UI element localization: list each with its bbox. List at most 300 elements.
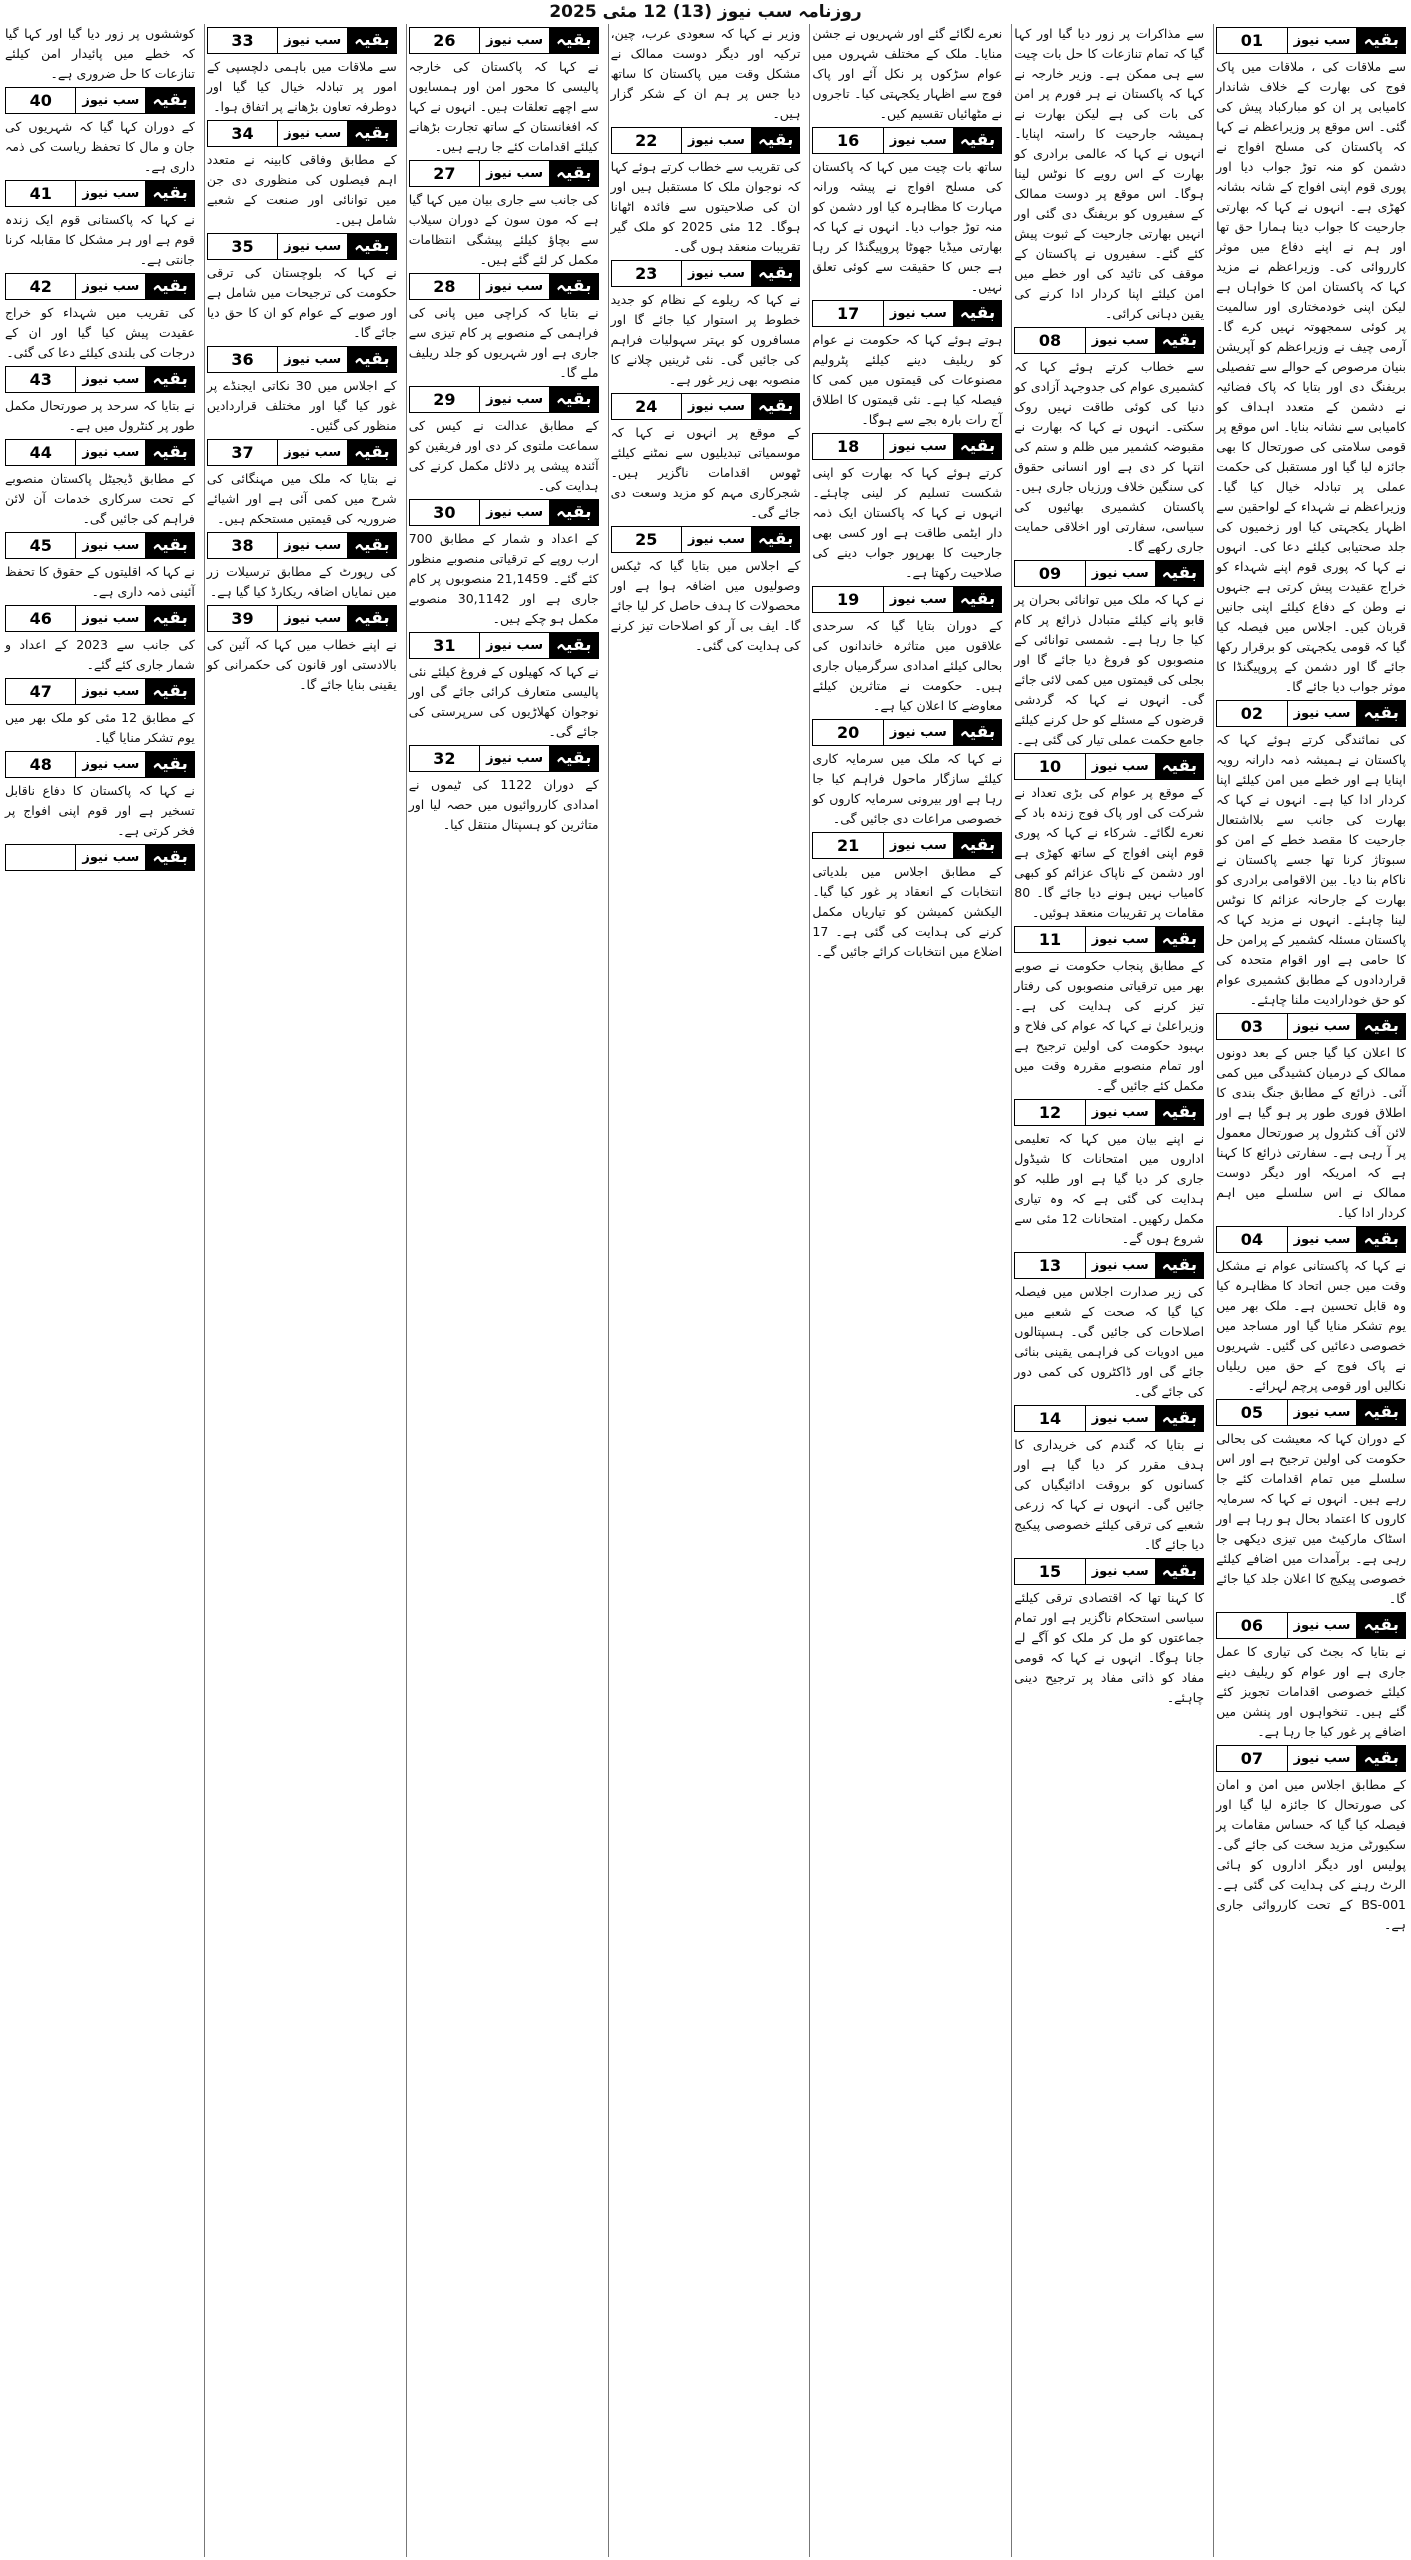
baqiya-label: بقیہ: [146, 367, 194, 392]
story-number: 30: [410, 500, 479, 525]
paper-label: سب نیوز: [75, 181, 146, 206]
baqiya-label: بقیہ: [348, 533, 396, 558]
baqiya-label: بقیہ: [954, 434, 1002, 459]
paper-label: سب نیوز: [1085, 1559, 1156, 1584]
baqiya-tag: [5, 273, 195, 300]
baqiya-label: بقیہ: [348, 234, 396, 259]
paper-label: سب نیوز: [1085, 328, 1156, 353]
story-text: کے مطابق اجلاس میں امن و امان کی صورتحال کا جائزہ لیا گیا اور فیصلہ کیا گیا کہ حساس مقامات پر سکیورٹی مزید سخت کی جائے گی۔ پولیس اور دیگر اداروں کو ہائی الرٹ رہنے کی ہدایت کی گئی ہے۔ BS-001 کے تحت کارروائی جاری ہے۔: [1216, 1777, 1406, 1932]
paper-label: سب نیوز: [75, 606, 146, 631]
column-5: [406, 24, 601, 2557]
paper-label: سب نیوز: [75, 274, 146, 299]
story-block: [5, 273, 195, 363]
baqiya-label: بقیہ: [146, 533, 194, 558]
story-number: 35: [208, 234, 277, 259]
baqiya-label: بقیہ: [752, 261, 800, 286]
story-number: 22: [612, 128, 681, 153]
story-text: نے کہا کہ پاکستانی قوم ایک زندہ قوم ہے اور ہر مشکل کا مقابلہ کرنا جانتی ہے۔: [4, 212, 195, 267]
story-number: 02: [1217, 701, 1286, 726]
story-text: کے موقع پر انہوں نے کہا کہ موسمیاتی تبدیلیوں سے نمٹنے کیلئے ٹھوس اقدامات ناگزیر ہیں۔ شجرکاری مہم کو مزید وسعت دی جائے گی۔: [610, 425, 801, 520]
story-text: نے اپنے بیان میں کہا کہ تعلیمی اداروں میں امتحانات کا شیڈول جاری کر دیا گیا ہے اور طلبہ کو ہدایت کی گئی ہے کہ وہ تیاری مکمل رکھیں۔ امتحانات 12 مئی سے شروع ہوں گے۔: [1014, 1131, 1205, 1246]
story-number: 11: [1015, 927, 1084, 952]
baqiya-label: بقیہ: [146, 606, 194, 631]
story-block: [611, 526, 801, 656]
paper-label: سب نیوز: [1287, 1613, 1358, 1638]
baqiya-tag: [611, 260, 801, 287]
story-block: [5, 532, 195, 602]
baqiya-tag: [5, 532, 195, 559]
baqiya-tag: [1216, 27, 1406, 54]
story-text: نے بتایا کہ ملک میں مہنگائی کی شرح میں کمی آئی ہے اور اشیائے ضروریہ کی قیمتیں مستحکم ہیں۔: [206, 471, 397, 526]
story-block: [1014, 1405, 1204, 1555]
baqiya-label: بقیہ: [1357, 1746, 1405, 1771]
story-text: نے بتایا کہ کراچی میں پانی کی فراہمی کے منصوبے پر کام تیزی سے جاری ہے اور شہریوں کو جلد ریلیف ملے گا۔: [408, 305, 599, 380]
story-block: [611, 260, 801, 390]
story-block: [812, 24, 1002, 124]
story-text: کا کہنا تھا کہ اقتصادی ترقی کیلئے سیاسی استحکام ناگزیر ہے اور تمام جماعتوں کو مل کر ملک کو آگے لے جانا ہوگا۔ انہوں نے کہا کہ قومی مفاد کو ذاتی مفاد پر ترجیح دینی چاہئے۔: [1014, 1590, 1205, 1705]
baqiya-label: بقیہ: [1156, 927, 1204, 952]
paper-label: سب نیوز: [681, 261, 752, 286]
story-text: نے اپنے خطاب میں کہا کہ آئین کی بالادستی اور قانون کی حکمرانی کو یقینی بنایا جائے گا۔: [206, 637, 397, 692]
columns-grid: [3, 24, 1408, 2557]
paper-label: سب نیوز: [883, 720, 954, 745]
baqiya-label: بقیہ: [550, 274, 598, 299]
baqiya-label: بقیہ: [550, 387, 598, 412]
baqiya-tag: [1216, 1226, 1406, 1253]
baqiya-tag: [812, 586, 1002, 613]
column-3: [809, 24, 1004, 2557]
story-block: [207, 233, 397, 343]
baqiya-label: بقیہ: [1357, 1014, 1405, 1039]
baqiya-tag: [409, 745, 599, 772]
story-block: [207, 346, 397, 436]
paper-label: سب نیوز: [479, 161, 550, 186]
story-text: نے بتایا کہ بجٹ کی تیاری کا عمل جاری ہے اور عوام کو ریلیف دینے کیلئے خصوصی اقدامات تجویز کئے گئے ہیں۔ تنخواہوں اور پنشن میں اضافے پر غور کیا جا رہا ہے۔: [1216, 1644, 1406, 1739]
story-number: 15: [1015, 1559, 1084, 1584]
paper-label: سب نیوز: [75, 752, 146, 777]
story-text: نے کہا کہ ریلوے کے نظام کو جدید خطوط پر استوار کیا جائے گا اور مسافروں کو بہتر سہولیات فراہم کی جائیں گی۔ نئی ٹرینیں چلانے کا منصوبہ بھی زیر غور ہے۔: [610, 292, 801, 387]
paper-label: سب نیوز: [681, 527, 752, 552]
paper-label: سب نیوز: [883, 434, 954, 459]
story-text: ساتھ بات چیت میں کہا کہ پاکستان کی مسلح افواج نے پیشہ ورانہ مہارت کا مظاہرہ کیا اور دشمن کو منہ توڑ جواب دیا۔ انہوں نے کہا کہ بھارتی میڈیا جھوٹا پروپیگنڈا کر رہا ہے جس کا حقیقت سے کوئی تعلق نہیں۔: [812, 159, 1003, 294]
baqiya-label: بقیہ: [550, 161, 598, 186]
baqiya-label: بقیہ: [1156, 754, 1204, 779]
paper-label: سب نیوز: [479, 633, 550, 658]
story-number: 27: [410, 161, 479, 186]
baqiya-tag: [5, 180, 195, 207]
story-text: نے کہا کہ بلوچستان کی ترقی حکومت کی ترجیحات میں شامل ہے اور صوبے کے عوام کو ان کا حق دیا جائے گا۔: [206, 265, 397, 340]
story-block: [1216, 1745, 1406, 1935]
story-block: [5, 678, 195, 748]
baqiya-label: بقیہ: [146, 440, 194, 465]
story-text: سے مذاکرات پر زور دیا گیا اور کہا گیا کہ تمام تنازعات کا حل بات چیت سے ہی ممکن ہے۔ وزیر خارجہ نے کہا کہ پاکستان نے ہر فورم پر امن کی بات کی ہے لیکن بھارت نے ہمیشہ جارحیت کا راستہ اپنایا۔ انہوں نے کہا کہ عالمی برادری کو بھارت کے اس رویے کا نوٹس لینا ہوگا۔ اس موقع پر دوست ممالک کے سفیروں کو بریفنگ دی گئی اور انہیں بھارتی جارحیت کے ثبوت پیش کئے گئے۔ سفیروں نے پاکستان کے موقف کی تائید کی اور خطے میں امن کیلئے اپنا کردار ادا کرنے کی یقین دہانی کرائی۔: [1014, 26, 1205, 321]
baqiya-label: بقیہ: [1357, 28, 1405, 53]
story-text: کے دوران کہا کہ معیشت کی بحالی حکومت کی اولین ترجیح ہے اور اس سلسلے میں تمام اقدامات کئے جا رہے ہیں۔ انہوں نے کہا کہ سرمایہ کاروں کا اعتماد بحال ہو رہا ہے اور اسٹاک مارکیٹ میں تیزی دیکھی جا رہی ہے۔ برآمدات میں اضافے کیلئے خصوصی پیکیج کا اعلان جلد کیا جائے گا۔: [1216, 1431, 1406, 1606]
story-text: نے بتایا کہ سرحد پر صورتحال مکمل طور پر کنٹرول میں ہے۔: [4, 398, 195, 433]
story-text: نے کہا کہ پاکستان کا دفاع ناقابل تسخیر ہے اور قوم اپنی افواج پر فخر کرتی ہے۔: [4, 783, 195, 838]
paper-label: سب نیوز: [277, 606, 348, 631]
story-block: [5, 844, 195, 871]
story-text: کے مطابق 12 مئی کو ملک بھر میں یوم تشکر منایا گیا۔: [4, 710, 195, 745]
paper-label: سب نیوز: [1287, 1227, 1358, 1252]
story-text: نے کہا کہ ملک میں توانائی بحران پر قابو پانے کیلئے متبادل ذرائع پر کام کیا جا رہا ہے۔ شمسی توانائی کے منصوبوں کو فروغ دیا جائے گا اور بجلی کی قیمتوں میں کمی لائی جائے گی۔ انہوں نے کہا کہ گردشی قرضوں کے مسئلے کو حل کرنے کیلئے جامع حکمت عملی تیار کی گئی ہے۔: [1014, 592, 1205, 747]
baqiya-tag: [1014, 926, 1204, 953]
paper-label: سب نیوز: [1287, 701, 1358, 726]
baqiya-label: بقیہ: [752, 394, 800, 419]
story-block: [409, 632, 599, 742]
story-number: 12: [1015, 1100, 1084, 1125]
story-text: کے موقع پر عوام کی بڑی تعداد نے شرکت کی اور پاک فوج زندہ باد کے نعرے لگائے۔ شرکاء نے کہا کہ پوری قوم اپنی افواج کے ساتھ کھڑی ہے اور دشمن کے ناپاک عزائم کو کبھی کامیاب نہیں ہونے دیا جائے گا۔ 80 مقامات پر تقریبات منعقد ہوئیں۔: [1014, 785, 1205, 920]
baqiya-tag: [1014, 753, 1204, 780]
story-block: [1216, 1226, 1406, 1396]
story-text: کے اجلاس میں بتایا گیا کہ ٹیکس وصولیوں میں اضافہ ہوا ہے اور محصولات کا ہدف حاصل کر لیا جائے گا۔ ایف بی آر کو اصلاحات تیز کرنے کی ہدایت کی گئی۔: [610, 558, 801, 653]
paper-label: سب نیوز: [75, 440, 146, 465]
paper-label: سب نیوز: [277, 28, 348, 53]
paper-label: سب نیوز: [277, 533, 348, 558]
story-block: [207, 27, 397, 117]
baqiya-tag: [5, 87, 195, 114]
story-block: [5, 180, 195, 270]
story-number: 24: [612, 394, 681, 419]
baqiya-tag: [207, 439, 397, 466]
baqiya-tag: [1014, 1405, 1204, 1432]
baqiya-tag: [409, 632, 599, 659]
story-number: 20: [813, 720, 882, 745]
baqiya-label: بقیہ: [752, 128, 800, 153]
story-text: کی زیر صدارت اجلاس میں فیصلہ کیا گیا کہ صحت کے شعبے میں اصلاحات کی جائیں گی۔ ہسپتالوں میں ادویات کی فراہمی یقینی بنائی جائے گی اور ڈاکٹروں کی کمی دور کی جائے گی۔: [1014, 1284, 1205, 1399]
story-number: 18: [813, 434, 882, 459]
baqiya-tag: [1216, 1745, 1406, 1772]
story-block: [812, 127, 1002, 297]
paper-label: سب نیوز: [277, 440, 348, 465]
baqiya-tag: [207, 120, 397, 147]
story-number: 36: [208, 347, 277, 372]
baqiya-label: بقیہ: [954, 301, 1002, 326]
baqiya-label: بقیہ: [1357, 701, 1405, 726]
story-number: 38: [208, 533, 277, 558]
baqiya-label: بقیہ: [348, 121, 396, 146]
story-text: کے مطابق پنجاب حکومت نے صوبے بھر میں ترقیاتی منصوبوں کی رفتار تیز کرنے کی ہدایت کی ہے۔ وزیراعلیٰ نے کہا کہ عوام کی فلاح و بہبود حکومت کی اولین ترجیح ہے اور تمام منصوبے مقررہ وقت میں مکمل کئے جائیں گے۔: [1014, 958, 1205, 1093]
story-block: [812, 433, 1002, 583]
story-text: کے دوران بتایا گیا کہ سرحدی علاقوں میں متاثرہ خاندانوں کی بحالی کیلئے امدادی سرگرمیاں جاری ہیں۔ حکومت نے متاثرین کیلئے معاوضے کا اعلان کیا ہے۔: [812, 618, 1003, 713]
paper-label: سب نیوز: [681, 394, 752, 419]
story-block: [1014, 1558, 1204, 1708]
baqiya-tag: [207, 27, 397, 54]
story-text: کے اجلاس میں 30 نکاتی ایجنڈے پر غور کیا گیا اور مختلف قراردادیں منظور کی گئیں۔: [206, 378, 397, 433]
paper-label: سب نیوز: [1085, 561, 1156, 586]
story-block: [5, 751, 195, 841]
story-text: نعرے لگائے گئے اور شہریوں نے جشن منایا۔ ملک کے مختلف شہروں میں عوام سڑکوں پر نکل آئے اور پاک فوج سے اظہار یکجہتی کیا۔ تاجروں نے مٹھائیاں تقسیم کیں۔: [812, 26, 1003, 121]
column-4: [608, 24, 803, 2557]
baqiya-tag: [1216, 1612, 1406, 1639]
paper-label: سب نیوز: [1085, 1100, 1156, 1125]
story-text: کی جانب سے جاری بیان میں کہا گیا ہے کہ مون سون کے دوران سیلاب سے بچاؤ کیلئے پیشگی انتظامات مکمل کر لئے گئے ہیں۔: [408, 192, 599, 267]
story-block: [409, 499, 599, 629]
story-text: کے دوران کہا گیا کہ شہریوں کی جان و مال کا تحفظ ریاست کی ذمہ داری ہے۔: [4, 119, 195, 174]
baqiya-label: بقیہ: [146, 679, 194, 704]
story-text: ہوتے ہوئے کہا کہ حکومت نے عوام کو ریلیف دینے کیلئے پٹرولیم مصنوعات کی قیمتوں میں کمی کا فیصلہ کیا ہے۔ نئی قیمتوں کا اطلاق آج رات بارہ بجے سے ہوگا۔: [812, 332, 1003, 427]
story-number: 41: [6, 181, 75, 206]
baqiya-tag: [207, 605, 397, 632]
story-text: کے دوران 1122 کی ٹیموں نے امدادی کارروائیوں میں حصہ لیا اور متاثرین کو ہسپتال منتقل کیا۔: [408, 777, 599, 832]
story-number: 05: [1217, 1400, 1286, 1425]
story-number: 34: [208, 121, 277, 146]
paper-label: سب نیوز: [479, 28, 550, 53]
paper-label: سب نیوز: [75, 679, 146, 704]
baqiya-tag: [812, 832, 1002, 859]
story-text: کے اعداد و شمار کے مطابق 700 ارب روپے کے ترقیاتی منصوبے منظور کئے گئے۔ 21,1459 منصوبوں پر کام جاری ہے اور 30,1142 منصوبے مکمل ہو چکے ہیں۔: [408, 531, 599, 626]
story-block: [1216, 1612, 1406, 1742]
story-block: [5, 439, 195, 529]
paper-label: سب نیوز: [75, 367, 146, 392]
baqiya-label: بقیہ: [146, 752, 194, 777]
baqiya-tag: [409, 160, 599, 187]
story-block: [1216, 1399, 1406, 1609]
story-block: [1014, 1099, 1204, 1249]
baqiya-label: بقیہ: [146, 274, 194, 299]
story-block: [1014, 327, 1204, 557]
baqiya-tag: [812, 127, 1002, 154]
story-block: [5, 24, 195, 84]
story-text: کی رپورٹ کے مطابق ترسیلات زر میں نمایاں اضافہ ریکارڈ کیا گیا ہے۔: [206, 564, 397, 599]
story-number: 01: [1217, 28, 1286, 53]
story-block: [5, 605, 195, 675]
story-block: [611, 24, 801, 124]
baqiya-tag: [207, 233, 397, 260]
story-block: [207, 120, 397, 230]
story-number: 19: [813, 587, 882, 612]
story-text: کی جانب سے 2023 کے اعداد و شمار جاری کئے گئے۔: [4, 637, 195, 672]
story-number: 39: [208, 606, 277, 631]
story-block: [409, 27, 599, 157]
story-number: 21: [813, 833, 882, 858]
baqiya-label: بقیہ: [1156, 561, 1204, 586]
paper-label: سب نیوز: [479, 746, 550, 771]
paper-label: سب نیوز: [1085, 927, 1156, 952]
paper-label: سب نیوز: [1287, 28, 1358, 53]
story-block: [409, 160, 599, 270]
story-number: 44: [6, 440, 75, 465]
paper-label: سب نیوز: [1085, 1253, 1156, 1278]
baqiya-tag: [207, 346, 397, 373]
paper-label: سب نیوز: [883, 301, 954, 326]
story-text: کے مطابق ڈیجیٹل پاکستان منصوبے کے تحت سرکاری خدمات آن لائن فراہم کی جائیں گی۔: [4, 471, 195, 526]
baqiya-label: بقیہ: [1357, 1400, 1405, 1425]
story-number: 45: [6, 533, 75, 558]
paper-label: سب نیوز: [883, 128, 954, 153]
paper-label: سب نیوز: [479, 387, 550, 412]
baqiya-label: بقیہ: [348, 606, 396, 631]
baqiya-label: بقیہ: [550, 746, 598, 771]
paper-label: سب نیوز: [883, 833, 954, 858]
story-block: [409, 386, 599, 496]
paper-label: سب نیوز: [1085, 1406, 1156, 1431]
paper-label: سب نیوز: [1287, 1014, 1358, 1039]
story-block: [1014, 560, 1204, 750]
baqiya-tag: [1014, 1099, 1204, 1126]
story-text: نے کہا کہ ملک میں سرمایہ کاری کیلئے سازگار ماحول فراہم کیا جا رہا ہے اور بیرونی سرمایہ کاروں کو خصوصی مراعات دی جائیں گی۔: [812, 751, 1003, 826]
story-block: [409, 745, 599, 835]
baqiya-label: بقیہ: [348, 440, 396, 465]
baqiya-tag: [1014, 1252, 1204, 1279]
story-text: کی نمائندگی کرتے ہوئے کہا کہ پاکستان نے ہمیشہ ذمہ دارانہ رویہ اپنایا ہے اور خطے میں امن کیلئے اپنا کردار ادا کیا ہے۔ انہوں نے کہا کہ بھارت کی جانب سے بلااشتعال جارحیت کا مقصد خطے کے امن کو سبوتاژ کرنا تھا جسے پاکستان نے ناکام بنا دیا۔ بین الاقوامی برادری کو بھارت کے جارحانہ عزائم کا نوٹس لینا چاہئے۔ انہوں نے مزید کہا کہ پاکستان مسئلہ کشمیر کے پرامن حل کا حامی ہے اور اقوام متحدہ کی قراردادوں کے مطابق کشمیری عوام کو حق خودارادیت ملنا چاہئے۔: [1216, 732, 1406, 1007]
baqiya-label: بقیہ: [954, 587, 1002, 612]
baqiya-label: بقیہ: [1156, 1559, 1204, 1584]
story-text: کوششوں پر زور دیا گیا اور کہا گیا کہ خطے میں پائیدار امن کیلئے تنازعات کا حل ضروری ہے۔: [4, 26, 195, 81]
baqiya-tag: [409, 386, 599, 413]
column-2: [1011, 24, 1206, 2557]
story-number: 16: [813, 128, 882, 153]
baqiya-tag: [611, 526, 801, 553]
baqiya-tag: [1216, 1013, 1406, 1040]
baqiya-label: بقیہ: [1156, 1253, 1204, 1278]
baqiya-tag: [812, 300, 1002, 327]
baqiya-tag: [812, 433, 1002, 460]
paper-label: سب نیوز: [1287, 1746, 1358, 1771]
baqiya-label: بقیہ: [1156, 1406, 1204, 1431]
baqiya-tag: [5, 844, 195, 871]
story-text: سے ملاقات کی ، ملاقات میں پاک فوج کی بھارت کے خلاف شاندار کامیابی پر ان کو مبارکباد پیش کی گئی۔ اس موقع پر وزیراعظم نے کہا کہ پاکستان کی مسلح افواج نے دشمن کو منہ توڑ جواب دیا اور پوری قوم اپنی افواج کے شانہ بشانہ کھڑی ہے۔ انہوں نے کہا کہ بھارتی جارحیت کا جواب دینا ہمارا حق تھا اور ہم نے اپنے دفاع میں موثر کارروائی کی۔ وزیراعظم نے مزید کہا کہ پاکستان امن کا خواہاں ہے لیکن اپنی خودمختاری اور سالمیت پر کوئی سمجھوتہ نہیں کرے گا۔ آرمی چیف نے وزیراعظم کو آپریشن بنیان مرصوص کے حوالے سے تفصیلی بریفنگ دی اور بتایا کہ پاک فضائیہ نے دشمن کے متعدد اہداف کو کامیابی سے نشانہ بنایا۔ اس موقع پر قومی سلامتی کی صورتحال کا بھی جائزہ لیا گیا اور مستقبل کی حکمت عملی پر تبادلہ خیال کیا گیا۔ وزیراعظم نے شہداء کے لواحقین سے اظہار یکجہتی کیا اور زخمیوں کی جلد صحتیابی کیلئے دعا کی۔ انہوں نے کہا کہ پوری قوم اپنے شہداء کو خراج عقیدت پیش کرتی ہے جنہوں نے وطن کے دفاع کیلئے اپنی جانیں قربان کیں۔ اجلاس میں فیصلہ کیا گیا کہ قومی یکجہتی کو برقرار رکھا جائے گا اور دشمن کے پروپیگنڈا کا موثر جواب دیا جائے گا۔: [1216, 59, 1406, 694]
baqiya-label: بقیہ: [550, 500, 598, 525]
paper-label: سب نیوز: [883, 587, 954, 612]
story-block: [812, 586, 1002, 716]
story-number: 43: [6, 367, 75, 392]
paper-label: سب نیوز: [75, 845, 146, 870]
story-number: 31: [410, 633, 479, 658]
story-number: 07: [1217, 1746, 1286, 1771]
baqiya-tag: [1216, 700, 1406, 727]
baqiya-tag: [207, 532, 397, 559]
story-text: کے مطابق وفاقی کابینہ نے متعدد اہم فیصلوں کی منظوری دی جن میں توانائی اور صنعت کے شعبے شامل ہیں۔: [206, 152, 397, 227]
paper-label: سب نیوز: [681, 128, 752, 153]
story-block: [812, 300, 1002, 430]
story-number: 33: [208, 28, 277, 53]
story-text: کی تقریب سے خطاب کرتے ہوئے کہا کہ نوجوان ملک کا مستقبل ہیں اور ان کی صلاحیتوں سے فائدہ اٹھانا ہوگا۔ 12 مئی 2025 کو ملک گیر تقریبات منعقد ہوں گی۔: [610, 159, 801, 254]
baqiya-tag: [409, 499, 599, 526]
story-block: [812, 832, 1002, 962]
story-number: 46: [6, 606, 75, 631]
story-number: 48: [6, 752, 75, 777]
baqiya-tag: [1014, 327, 1204, 354]
baqiya-tag: [1014, 1558, 1204, 1585]
story-text: کی تقریب میں شہداء کو خراج عقیدت پیش کیا گیا اور ان کے درجات کی بلندی کیلئے دعا کی گئی۔: [4, 305, 195, 360]
story-text: سے خطاب کرتے ہوئے کہا کہ کشمیری عوام کی جدوجہد آزادی کو دنیا کی کوئی طاقت نہیں روک سکتی۔ انہوں نے کہا کہ بھارت نے مقبوضہ کشمیر میں ظلم و ستم کی انتہا کر دی ہے اور انسانی حقوق کی سنگین خلاف ورزیاں جاری ہیں۔ پاکستان کشمیری بھائیوں کی سیاسی، سفارتی اور اخلاقی حمایت جاری رکھے گا۔: [1014, 359, 1205, 554]
baqiya-tag: [1014, 560, 1204, 587]
story-number: 06: [1217, 1613, 1286, 1638]
baqiya-tag: [5, 751, 195, 778]
masthead: روزنامہ سب نیوز (13) 12 مئی 2025: [549, 2, 862, 22]
story-block: [812, 719, 1002, 829]
baqiya-tag: [812, 719, 1002, 746]
baqiya-label: بقیہ: [1156, 1100, 1204, 1125]
baqiya-tag: [409, 273, 599, 300]
story-text: کرتے ہوئے کہا کہ بھارت کو اپنی شکست تسلیم کر لینی چاہئے۔ انہوں نے کہا کہ پاکستان ایک ذمہ دار ایٹمی طاقت ہے اور کسی بھی جارحیت کا بھرپور جواب دینے کی صلاحیت رکھتا ہے۔: [812, 465, 1003, 580]
baqiya-label: بقیہ: [146, 181, 194, 206]
story-number: 28: [410, 274, 479, 299]
story-text: سے ملاقات میں باہمی دلچسپی کے امور پر تبادلہ خیال کیا گیا اور دوطرفہ تعاون بڑھانے پر اتفاق ہوا۔: [206, 59, 397, 114]
story-number: 42: [6, 274, 75, 299]
column-7: [3, 24, 197, 2557]
baqiya-tag: [611, 127, 801, 154]
story-text: نے کہا کہ اقلیتوں کے حقوق کا تحفظ آئینی ذمہ داری ہے۔: [4, 564, 195, 599]
story-text: نے کہا کہ کھیلوں کے فروغ کیلئے نئی پالیسی متعارف کرائی جائے گی اور نوجوان کھلاڑیوں کی سرپرستی کی جائے گی۔: [408, 664, 599, 739]
paper-label: سب نیوز: [75, 533, 146, 558]
story-number: 03: [1217, 1014, 1286, 1039]
baqiya-label: بقیہ: [954, 720, 1002, 745]
story-text: نے بتایا کہ گندم کی خریداری کا ہدف مقرر کر دیا گیا ہے اور کسانوں کو بروقت ادائیگیاں کی جائیں گی۔ انہوں نے کہا کہ زرعی شعبے کی ترقی کیلئے خصوصی پیکیج دیا جائے گا۔: [1014, 1437, 1205, 1552]
baqiya-label: بقیہ: [348, 347, 396, 372]
story-block: [1216, 27, 1406, 697]
baqiya-tag: [5, 605, 195, 632]
story-block: [1216, 700, 1406, 1010]
story-block: [409, 273, 599, 383]
paper-label: سب نیوز: [277, 234, 348, 259]
baqiya-tag: [409, 27, 599, 54]
story-block: [207, 605, 397, 695]
baqiya-label: بقیہ: [146, 88, 194, 113]
baqiya-label: بقیہ: [1357, 1227, 1405, 1252]
story-number: 17: [813, 301, 882, 326]
column-6: [204, 24, 399, 2557]
story-block: [1014, 753, 1204, 923]
baqiya-tag: [5, 366, 195, 393]
story-block: [5, 366, 195, 436]
paper-label: سب نیوز: [75, 88, 146, 113]
baqiya-tag: [611, 393, 801, 420]
story-block: [207, 439, 397, 529]
paper-label: سب نیوز: [1287, 1400, 1358, 1425]
story-block: [611, 393, 801, 523]
story-block: [1014, 926, 1204, 1096]
story-number: 08: [1015, 328, 1084, 353]
baqiya-label: بقیہ: [146, 845, 194, 870]
story-block: [1216, 1013, 1406, 1223]
story-number: 10: [1015, 754, 1084, 779]
baqiya-tag: [5, 678, 195, 705]
baqiya-label: بقیہ: [752, 527, 800, 552]
story-number: [6, 845, 75, 870]
story-number: 37: [208, 440, 277, 465]
story-number: 23: [612, 261, 681, 286]
paper-label: سب نیوز: [277, 347, 348, 372]
story-number: 04: [1217, 1227, 1286, 1252]
story-block: [207, 532, 397, 602]
story-number: 32: [410, 746, 479, 771]
story-text: کے مطابق عدالت نے کیس کی سماعت ملتوی کر دی اور فریقین کو آئندہ پیشی پر دلائل مکمل کرنے کی ہدایت کی۔: [408, 418, 599, 493]
story-text: کا اعلان کیا گیا جس کے بعد دونوں ممالک کے درمیان کشیدگی میں کمی آئی۔ ذرائع کے مطابق جنگ بندی کا اطلاق فوری طور پر ہو گیا ہے اور لائن آف کنٹرول پر صورتحال معمول پر آ رہی ہے۔ سفارتی ذرائع کا کہنا ہے کہ امریکہ اور دیگر دوست ممالک نے اس سلسلے میں اہم کردار ادا کیا۔: [1216, 1045, 1406, 1220]
baqiya-tag: [1216, 1399, 1406, 1426]
story-number: 47: [6, 679, 75, 704]
baqiya-label: بقیہ: [1357, 1613, 1405, 1638]
paper-label: سب نیوز: [1085, 754, 1156, 779]
story-text: وزیر نے کہا کہ سعودی عرب، چین، ترکیہ اور دیگر دوست ممالک نے مشکل وقت میں پاکستان کا ساتھ دیا جس پر ہم ان کے شکر گزار ہیں۔: [610, 26, 801, 121]
baqiya-label: بقیہ: [348, 28, 396, 53]
story-number: 09: [1015, 561, 1084, 586]
paper-label: سب نیوز: [277, 121, 348, 146]
paper-label: سب نیوز: [479, 274, 550, 299]
story-text: نے کہا کہ پاکستان کی خارجہ پالیسی کا محور امن اور ہمسایوں سے اچھے تعلقات ہیں۔ انہوں نے کہا کہ افغانستان کے ساتھ تجارت بڑھانے کیلئے اقدامات کئے جا رہے ہیں۔: [408, 59, 599, 154]
baqiya-label: بقیہ: [954, 128, 1002, 153]
column-1: [1213, 24, 1408, 2557]
story-number: 26: [410, 28, 479, 53]
story-number: 40: [6, 88, 75, 113]
baqiya-label: بقیہ: [954, 833, 1002, 858]
baqiya-label: بقیہ: [550, 633, 598, 658]
story-text: کے مطابق اجلاس میں بلدیاتی انتخابات کے انعقاد پر غور کیا گیا۔ الیکشن کمیشن کو تیاریاں مکمل کرنے کی ہدایت کی گئی ہے۔ 17 اضلاع میں انتخابات کرائے جائیں گے۔: [812, 864, 1003, 959]
story-block: [611, 127, 801, 257]
paper-label: سب نیوز: [479, 500, 550, 525]
story-block: [1014, 1252, 1204, 1402]
